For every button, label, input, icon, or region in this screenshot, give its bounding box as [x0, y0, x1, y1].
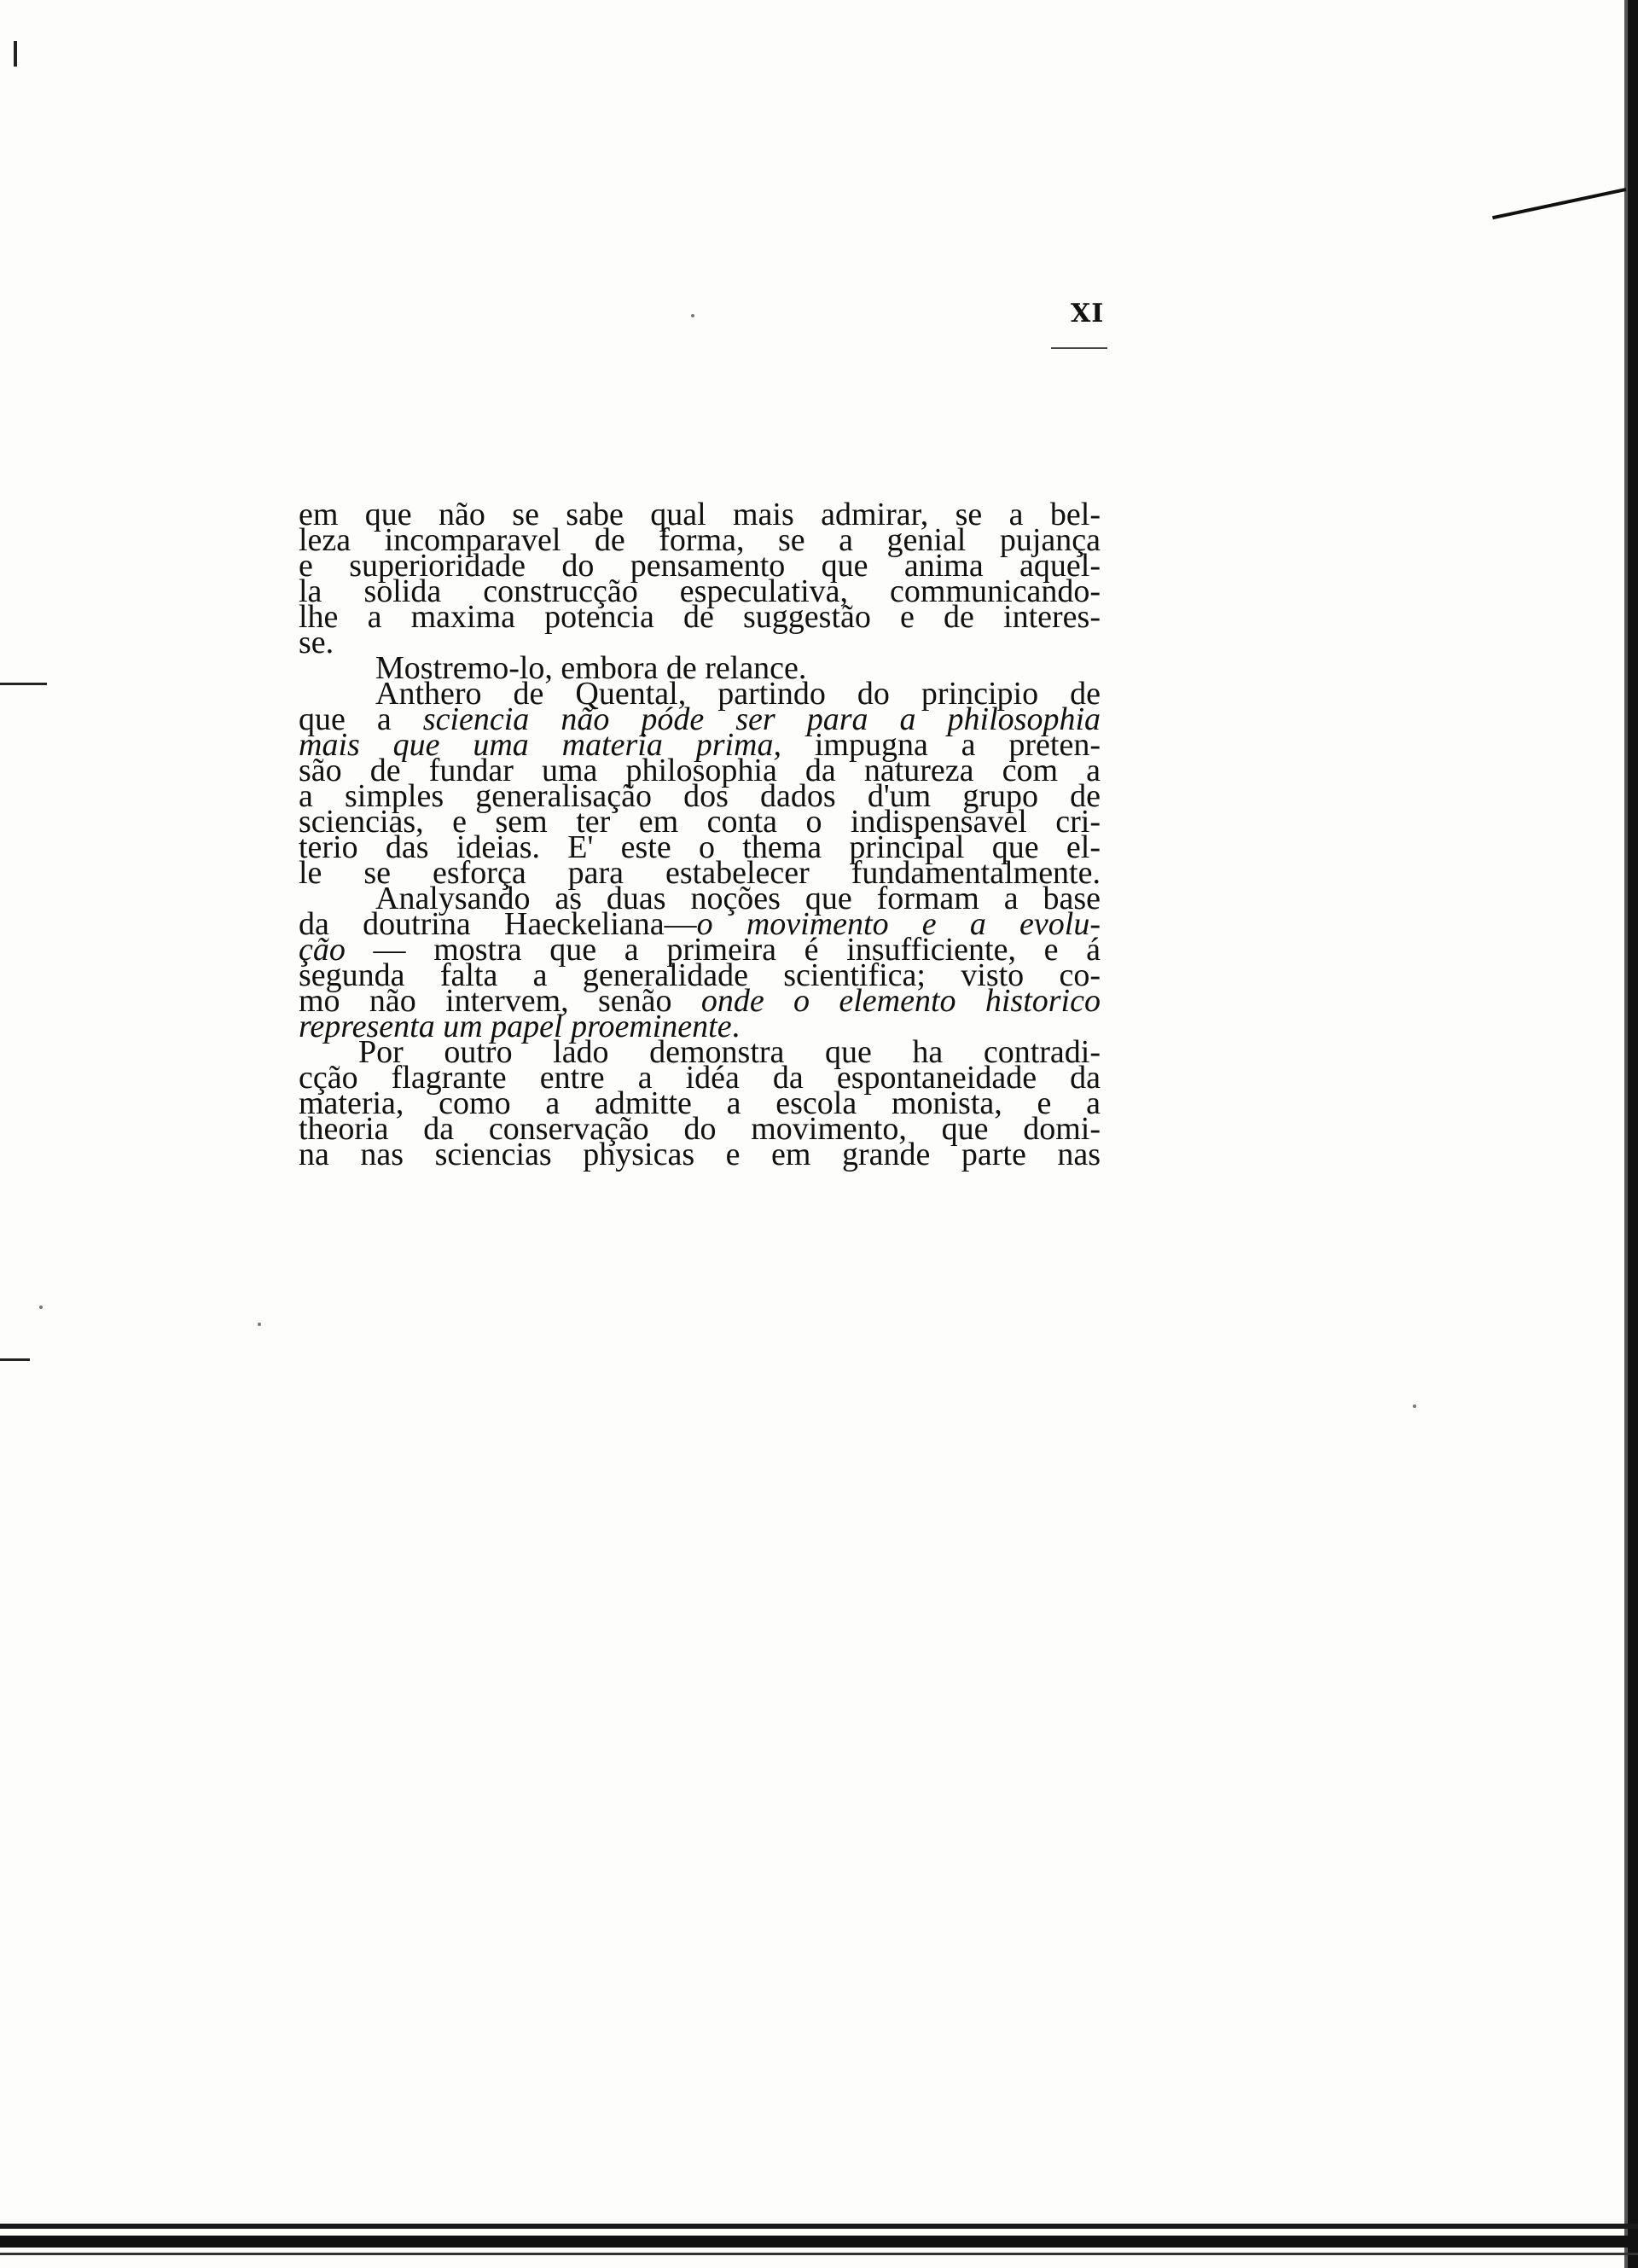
text-line: sciencias, e sem ter em conta o indispensavel cri- — [299, 804, 1101, 840]
paragraph — [299, 497, 1101, 660]
scan-bottom-rule — [0, 2224, 1638, 2229]
text-line: lhe a maxima potencia de suggestão e de interes- — [299, 599, 1101, 635]
text-line: Analysando as duas noções que formam a base — [375, 881, 1101, 916]
scan-speck — [258, 1323, 261, 1326]
text-line: Anthero de Quental, partindo do principio de — [375, 676, 1101, 712]
text-line: são de fundar uma philosophia da natureza com a — [299, 753, 1101, 788]
text-line: ção — mostra que a primeira é insufficiente, e á — [299, 932, 1101, 968]
scan-speck — [1413, 1404, 1416, 1408]
scan-edge-right — [1628, 0, 1638, 2268]
text-line: Por outro lado demonstra que ha contradi- — [358, 1034, 1101, 1070]
text-line: a simples generalisação dos dados d'um grupo de — [299, 778, 1101, 814]
scan-speck — [691, 314, 694, 317]
text-line: terio das ideias. E' este o thema principal que el- — [299, 829, 1101, 865]
text-line: se. — [299, 625, 334, 660]
text-line: e superioridade do pensamento que anima aquel- — [299, 548, 1101, 584]
text-line: Mostremo-lo, embora de relance. — [375, 650, 807, 686]
scan-margin-tick — [14, 41, 17, 67]
paragraph — [299, 676, 1101, 891]
page-number: XI — [1071, 299, 1105, 329]
scan-bottom-rule — [0, 2253, 1638, 2255]
text-line: cção flagrante entre a idéa da espontaneidade da — [299, 1060, 1101, 1096]
body-text — [299, 497, 1101, 1172]
text-line: na nas sciencias physicas e em grande parte nas — [299, 1137, 1101, 1172]
text-line: em que não se sabe qual mais admirar, se a bel- — [299, 497, 1101, 532]
text-line: leza incomparavel de forma, se a genial pujança — [299, 522, 1101, 558]
text-line: theoria da conservação do movimento, que domi- — [299, 1111, 1101, 1147]
text-line: representa um papel proeminente. — [299, 1009, 741, 1044]
scan-speck — [39, 1306, 43, 1309]
page-number-rule — [1051, 347, 1107, 349]
scan-margin-tick — [0, 1358, 30, 1361]
paragraph — [299, 1034, 1101, 1172]
text-line: segunda falta a generalidade scientifica; visto co- — [299, 957, 1101, 993]
paragraph — [299, 881, 1101, 1044]
scan-margin-tick — [0, 683, 47, 685]
text-line: materia, como a admitte a escola monista, e a — [299, 1085, 1101, 1121]
scan-bottom-rule — [0, 2236, 1638, 2248]
text-line: da doutrina Haeckeliana—o movimento e a evolu- — [299, 906, 1101, 942]
text-line: la solida construcção especulativa, communicando- — [299, 573, 1101, 609]
text-line: le se esforça para estabelecer fundamentalmente. — [299, 855, 1101, 891]
text-line: mais que uma materia prima, impugna a preten- — [299, 727, 1101, 763]
scan-artifact-line — [1492, 188, 1626, 219]
text-line: mo não intervem, senão onde o elemento historico — [299, 983, 1101, 1019]
text-line: que a sciencia não póde ser para a philosophia — [299, 701, 1101, 737]
